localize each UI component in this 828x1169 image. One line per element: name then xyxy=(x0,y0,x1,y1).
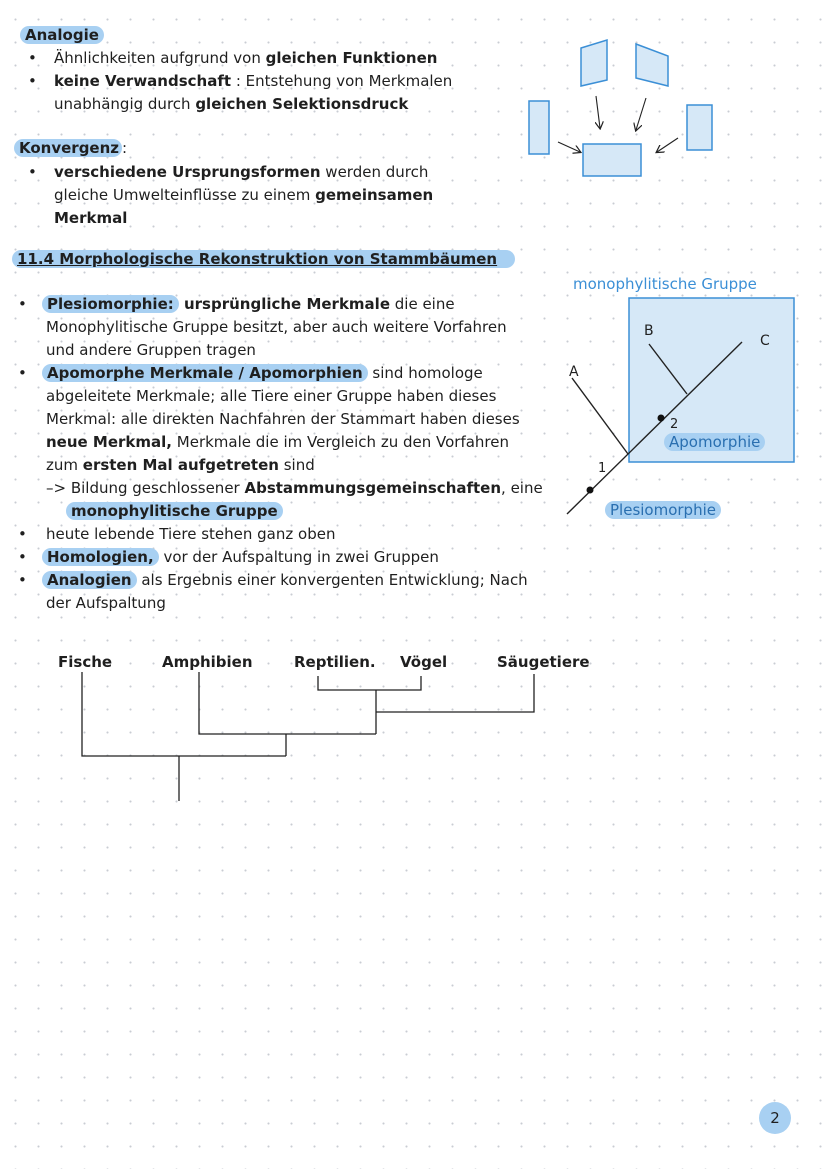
bullet-dot: • xyxy=(28,49,37,67)
arrow-icon xyxy=(636,98,646,130)
analogien-point: Analogien als Ergebnis einer konvergenten Entwicklung; Nach xyxy=(42,569,528,592)
node-1-label: 1 xyxy=(598,461,607,476)
konvergenz-point-1-cont: Merkmal xyxy=(54,209,128,227)
plesiomorphie-label: Plesiomorphie xyxy=(605,501,721,520)
bullet-dot: • xyxy=(18,295,27,313)
analogie-point-2-cont: unabhängig durch gleichen Selektionsdruck xyxy=(54,95,409,113)
shape-icon xyxy=(529,101,549,154)
label-b: B xyxy=(644,323,654,339)
list-item: heute lebende Tiere stehen ganz oben xyxy=(46,525,336,543)
arrow-icon xyxy=(657,138,678,152)
konvergenz-point-1: verschiedene Ursprungsformen werden durch xyxy=(54,163,429,181)
target-shape-icon xyxy=(583,144,641,176)
apomorphie-point-cont: abgeleitete Merkmale; alle Tiere einer Gruppe haben dieses xyxy=(46,387,497,405)
bullet-dot: • xyxy=(18,364,27,382)
homologien-point: Homologien, vor der Aufspaltung in zwei Gruppen xyxy=(42,546,439,569)
shape-icon xyxy=(581,40,607,86)
plesiomorphie-point: Plesiomorphie: ursprüngliche Merkmale die eine xyxy=(42,293,455,316)
tree-branch xyxy=(82,672,286,756)
vertebrate-tree xyxy=(60,670,560,810)
konvergenz-point-1-cont: gleiche Umwelteinflüsse zu einem gemeinsamen xyxy=(54,186,434,204)
konvergenz-heading: Konvergenz : xyxy=(14,137,127,160)
analogie-heading: Analogie xyxy=(20,24,104,47)
apomorphie-point: Apomorphe Merkmale / Apomorphien sind homologe xyxy=(42,362,483,385)
taxon-label: Reptilien. xyxy=(294,653,376,671)
analogien-point-cont: der Aufspaltung xyxy=(46,594,166,612)
label-a: A xyxy=(569,364,579,380)
node-1-dot xyxy=(587,487,594,494)
taxon-label: Fische xyxy=(58,653,113,671)
bullet-dot: • xyxy=(18,571,27,589)
tree-branch xyxy=(199,672,376,734)
convergence-sketch xyxy=(520,36,730,186)
shape-icon xyxy=(687,105,712,150)
cladogram-title: monophylitische Gruppe xyxy=(573,275,757,293)
node-2-dot xyxy=(658,415,665,422)
plesiomorphie-point-cont: Monophylitische Gruppe besitzt, aber auch weitere Vorfahren xyxy=(46,318,507,336)
section-title: 11.4 Morphologische Rekonstruktion von Stammbäumen xyxy=(12,248,515,271)
bullet-dot: • xyxy=(18,525,27,543)
apomorphie-label: Apomorphie xyxy=(664,433,765,452)
tree-branch xyxy=(318,676,421,690)
page-number-badge: 2 xyxy=(759,1102,791,1134)
analogie-point-1: Ähnlichkeiten aufgrund von gleichen Funktionen xyxy=(54,49,438,67)
branch-a xyxy=(572,378,628,454)
tree-branch xyxy=(376,674,534,712)
cladogram xyxy=(560,294,804,520)
monophylitische-gruppe-label: monophylitische Gruppe xyxy=(66,500,283,523)
label-c: C xyxy=(760,333,770,349)
bullet-dot: • xyxy=(28,163,37,181)
node-2-label: 2 xyxy=(670,417,679,432)
bullet-dot: • xyxy=(28,72,37,90)
plesiomorphie-point-cont: und andere Gruppen tragen xyxy=(46,341,256,359)
arrow-icon xyxy=(596,96,600,128)
taxon-label: Vögel xyxy=(400,653,448,671)
taxon-label: Säugetiere xyxy=(497,653,590,671)
analogie-point-2: keine Verwandschaft : Entstehung von Merkmalen xyxy=(54,72,453,90)
taxon-label: Amphibien xyxy=(162,653,253,671)
apomorphie-point-cont: Merkmal: alle direkten Nachfahren der Stammart haben dieses xyxy=(46,410,520,428)
apomorphie-point-cont: –> Bildung geschlossener Abstammungsgemeinschaften, eine xyxy=(46,479,543,497)
shape-icon xyxy=(636,44,668,86)
bullet-dot: • xyxy=(18,548,27,566)
arrow-icon xyxy=(558,142,580,152)
apomorphie-point-cont: zum ersten Mal aufgetreten sind xyxy=(46,456,315,474)
apomorphie-point-cont: neue Merkmal, Merkmale die im Vergleich zu den Vorfahren xyxy=(46,433,509,451)
